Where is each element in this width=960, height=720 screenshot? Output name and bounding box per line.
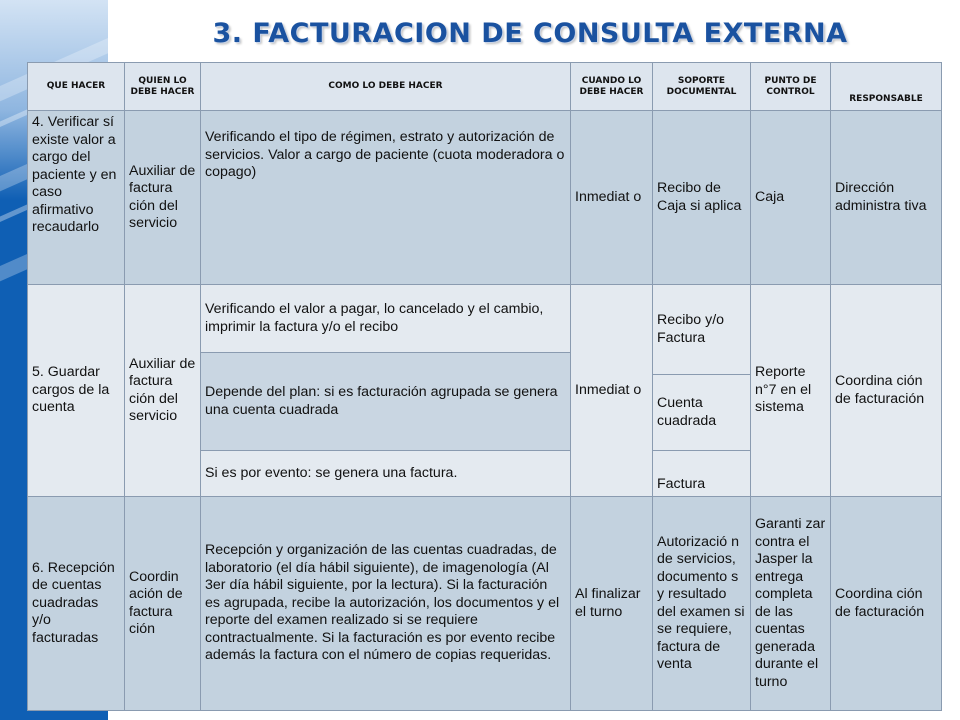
cell-como: Verificando el valor a pagar, lo cancelado y el cambio, imprimir la factura y/o el recibo [201, 285, 571, 353]
cell-responsable: Coordina ción de facturación [831, 285, 942, 497]
cell-soporte: Autorizació n de servicios, documento s y resultado del examen si se requiere, factura de venta [653, 497, 751, 711]
header-punto: PUNTO DE CONTROL [751, 63, 831, 111]
cell-responsable: Dirección administra tiva [831, 111, 942, 285]
header-soporte: SOPORTE DOCUMENTAL [653, 63, 751, 111]
table-row [28, 497, 942, 711]
cell-cuando: Inmediat o [571, 285, 653, 497]
cell-responsable: Coordina ción de facturación [831, 497, 942, 711]
header-cuando: CUANDO LO DEBE HACER [571, 63, 653, 111]
cell-soporte: Cuenta cuadrada [653, 375, 751, 451]
cell-que: 4. Verificar sí existe valor a cargo del paciente y en caso afirmativo recaudarlo [28, 111, 125, 285]
cell-cuando: Inmediat o [571, 111, 653, 285]
header-responsable: RESPONSABLE [831, 63, 942, 111]
cell-soporte: Recibo y/o Factura [653, 285, 751, 375]
process-table [27, 62, 942, 711]
cell-punto: Garanti zar contra el Jasper la entrega completa de las cuentas generada durante el turno [751, 497, 831, 711]
cell-quien: Auxiliar de factura ción del servicio [125, 285, 201, 497]
cell-quien: Auxiliar de factura ción del servicio [125, 111, 201, 285]
cell-punto: Reporte n°7 en el sistema [751, 285, 831, 497]
cell-cuando: Al finalizar el turno [571, 497, 653, 711]
cell-como: Si es por evento: se genera una factura. [201, 451, 571, 497]
cell-punto: Caja [751, 111, 831, 285]
table-row [28, 285, 942, 353]
header-row [28, 63, 942, 111]
cell-como: Verificando el tipo de régimen, estrato y autorización de servicios. Valor a cargo de paciente (cuota moderadora o copago) [201, 111, 571, 285]
cell-quien: Coordin ación de factura ción [125, 497, 201, 711]
header-como: COMO LO DEBE HACER [201, 63, 571, 111]
cell-como: Depende del plan: si es facturación agrupada se genera una cuenta cuadrada [201, 353, 571, 451]
page-title: 3. FACTURACION DE CONSULTA EXTERNA [212, 18, 848, 49]
cell-soporte: Factura [653, 451, 751, 497]
header-que: QUE HACER [28, 63, 125, 111]
table-row [28, 111, 942, 285]
cell-soporte: Recibo de Caja si aplica [653, 111, 751, 285]
cell-que: 5. Guardar cargos de la cuenta [28, 285, 125, 497]
header-quien: QUIEN LO DEBE HACER [125, 63, 201, 111]
cell-que: 6. Recepción de cuentas cuadradas y/o facturadas [28, 497, 125, 711]
cell-como: Recepción y organización de las cuentas cuadradas, de laboratorio (el día hábil siguiente), de imagenología (Al 3er día hábil siguiente, por la lectura). Si la facturación es agrupada, recibe la autorización, los documentos y el reporte del examen realizado si se requiere contractualmente. Si la facturación es por evento recibe además la factura con el número de copias requeridas. [201, 497, 571, 711]
